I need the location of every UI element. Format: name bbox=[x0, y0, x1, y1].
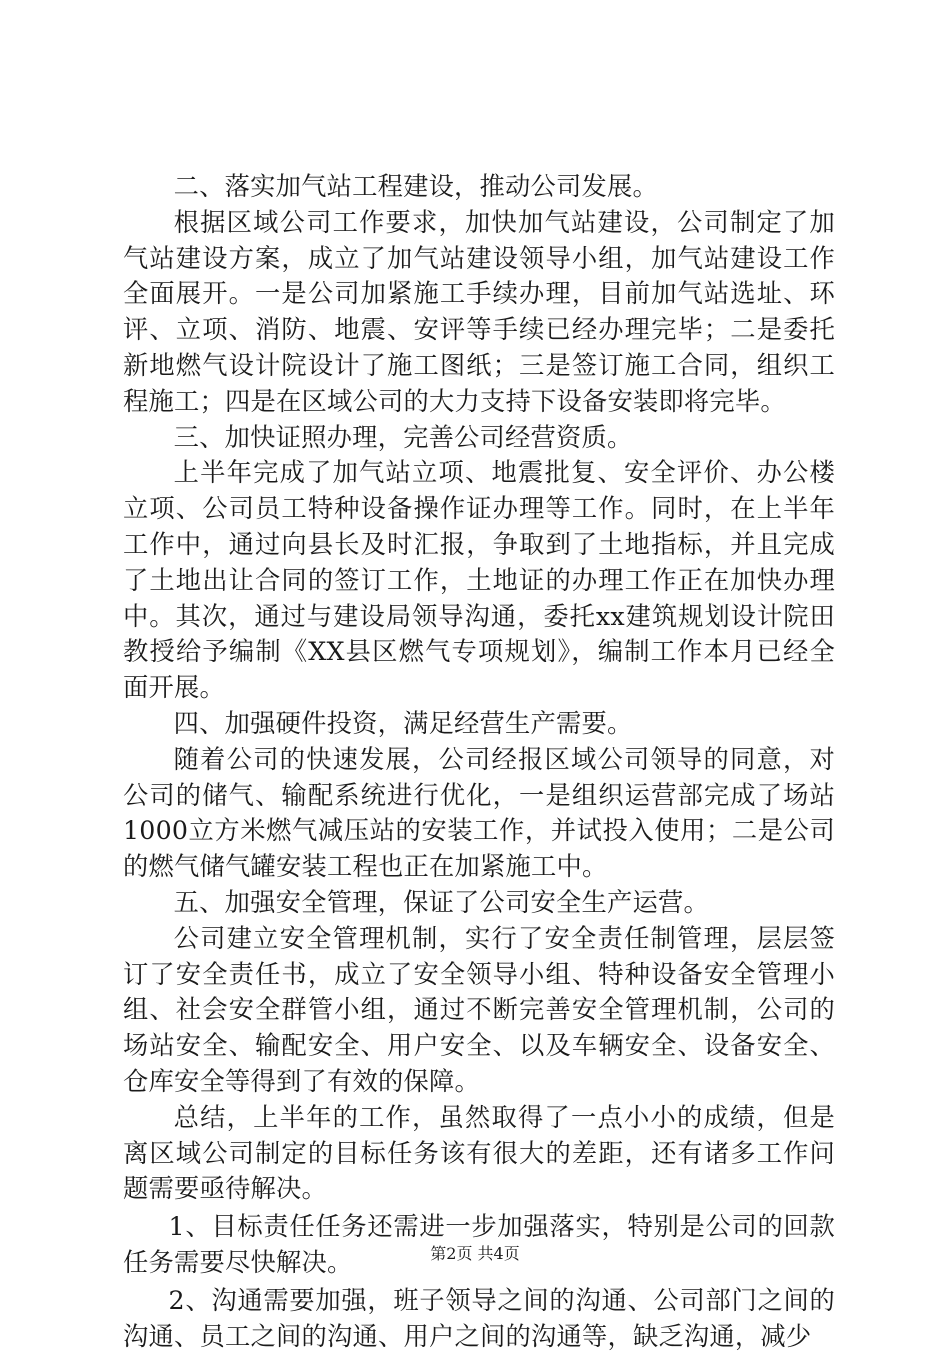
list-item: 1、目标责任任务还需进一步加强落实，特别是公司的回款任务需要尽快解决。 bbox=[123, 1212, 835, 1277]
paragraph: 公司建立安全管理机制，实行了安全责任制管理，层层签订了安全责任书，成立了安全领导小组、特种设备安全管理小组、社会安全群管小组，通过不断完善安全管理机制，公司的场站安全、输配安全、用户安全、以及车辆安全、设备安全、仓库安全等得到了有效的保障。 bbox=[123, 923, 835, 1096]
paragraph: 上半年完成了加气站立项、地震批复、安全评价、办公楼立项、公司员工特种设备操作证办理等工作。同时，在上半年工作中，通过向县长及时汇报，争取到了土地指标，并且完成了土地出让合同的签订工作，土地证的办理工作正在加快办理中。其次，通过与建设局领导沟通，委托xx建筑规划设计院田教授给予编制《XX县区燃气专项规划》，编制工作本月已经全面开展。 bbox=[123, 458, 835, 703]
paragraph: 根据区域公司工作要求，加快加气站建设，公司制定了加气站建设方案，成立了加气站建设领导小组，加气站建设工作全面展开。一是公司加紧施工手续办理，目前加气站选址、环评、立项、消防、地震、安评等手续已经办理完毕；二是委托新地燃气设计院设计了施工图纸；三是签订施工合同，组织工程施工；四是在区域公司的大力支持下设备安装即将完毕。 bbox=[123, 207, 835, 416]
document-body bbox=[123, 169, 835, 1354]
page-number-footer: 第2页 共4页 bbox=[430, 1244, 520, 1263]
section-heading-5: 五、加强安全管理，保证了公司安全生产运营。 bbox=[173, 887, 710, 917]
summary-paragraph: 总结，上半年的工作，虽然取得了一点小小的成绩，但是离区域公司制定的目标任务该有很大的差距，还有诸多工作问题需要亟待解决。 bbox=[123, 1102, 835, 1204]
section-heading-3: 三、加快证照办理，完善公司经营资质。 bbox=[173, 422, 633, 452]
section-heading-2: 二、落实加气站工程建设，推动公司发展。 bbox=[173, 172, 659, 201]
section-heading-4: 四、加强硬件投资，满足经营生产需要。 bbox=[173, 708, 633, 738]
paragraph: 随着公司的快速发展，公司经报区域公司领导的同意，对公司的储气、输配系统进行优化，一是组织运营部完成了场站1000立方米燃气减压站的安装工作，并试投入使用；二是公司的燃气储气罐安装工程也正在加紧施工中。 bbox=[123, 744, 835, 882]
list-item: 2、沟通需要加强，班子领导之间的沟通、公司部门之间的沟通、员工之间的沟通、用户之间的沟通等，缺乏沟通，减少 bbox=[123, 1285, 835, 1351]
